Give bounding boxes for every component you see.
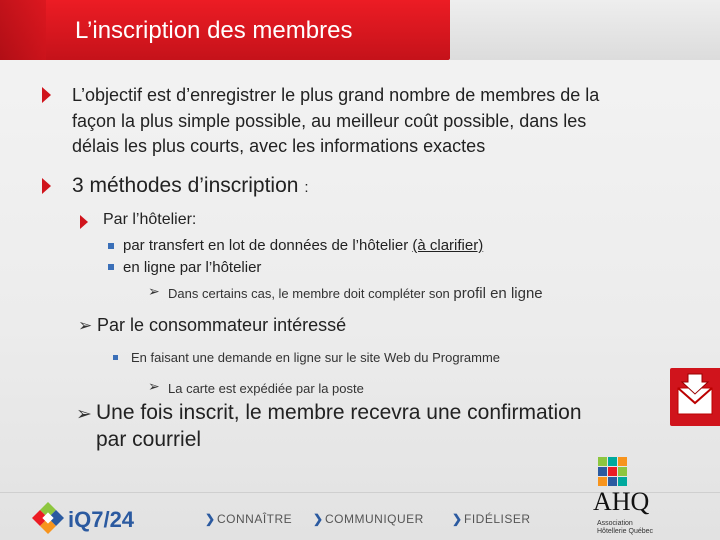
ahq-wordmark: AHQ xyxy=(593,487,650,516)
iq-brand: iQ7/24 xyxy=(68,507,135,532)
ahq-subtitle xyxy=(597,520,653,536)
page-title: L’inscription des membres xyxy=(75,17,353,44)
consumer-label: Par le consommateur intéressé xyxy=(97,315,347,335)
hotelier-item-1-text: par transfert en lot de données de l’hôtelier xyxy=(123,237,413,254)
check-arrow-icon: ➢ xyxy=(148,283,160,299)
intro-line-1: L’objectif est d’enregistrer le plus grand nombre de membres de la xyxy=(72,85,600,105)
check-arrow-icon: ➢ xyxy=(78,316,93,335)
ahq-subtitle-line-1: Association xyxy=(597,520,633,527)
confirmation-line-2: par courriel xyxy=(96,428,202,451)
nav-communiquer[interactable]: COMMUNIQUER xyxy=(325,512,424,526)
confirmation-line-1: Une fois inscrit, le membre recevra une confirmation xyxy=(96,401,582,424)
nav-chevron-icon: ❯ xyxy=(313,512,324,526)
hotelier-sub xyxy=(168,285,543,302)
methods-heading-colon: : xyxy=(304,179,309,196)
methods-heading-text: 3 méthodes d’inscription xyxy=(72,174,299,197)
hotelier-item-2: en ligne par l’hôtelier xyxy=(123,259,262,276)
nav-chevron-icon: ❯ xyxy=(205,512,216,526)
methods-heading xyxy=(72,174,308,198)
hotelier-sub-emph: profil en ligne xyxy=(453,285,543,302)
hotelier-item-1 xyxy=(123,237,483,254)
title-bar-stripe xyxy=(0,0,46,60)
square-bullet-icon xyxy=(108,264,114,270)
nav-connaitre[interactable]: CONNAÎTRE xyxy=(217,512,293,526)
square-bullet-icon xyxy=(108,243,114,249)
bullet-arrow-icon xyxy=(42,178,51,194)
square-bullet-icon xyxy=(113,355,118,360)
iq-logo-icon xyxy=(30,500,66,536)
nav-chevron-icon: ❯ xyxy=(452,512,463,526)
hotelier-sub-text: Dans certains cas, le membre doit compléter son xyxy=(168,286,454,301)
consumer-sub: La carte est expédiée par la poste xyxy=(168,381,364,396)
intro-line-2: façon la plus simple possible, au meilleur coût possible, dans les xyxy=(72,111,587,131)
mail-icon xyxy=(670,368,720,426)
header-gray-band xyxy=(450,0,720,60)
mail-icon-graphic xyxy=(670,368,720,426)
hotelier-label: Par l’hôtelier: xyxy=(103,211,197,228)
bullet-arrow-icon xyxy=(80,215,88,229)
check-arrow-icon: ➢ xyxy=(76,404,92,425)
consumer-item: En faisant une demande en ligne sur le site Web du Programme xyxy=(131,350,501,365)
check-arrow-icon: ➢ xyxy=(148,378,160,394)
nav-fideliser[interactable]: FIDÉLISER xyxy=(464,512,531,526)
bullet-arrow-icon xyxy=(42,87,51,103)
hotelier-item-1-note: (à clarifier) xyxy=(412,237,484,254)
ahq-subtitle-line-2: Hôtellerie Québec xyxy=(597,528,654,535)
title-bar xyxy=(0,0,450,60)
intro-line-3: délais les plus courts, avec les informations exactes xyxy=(72,136,486,156)
